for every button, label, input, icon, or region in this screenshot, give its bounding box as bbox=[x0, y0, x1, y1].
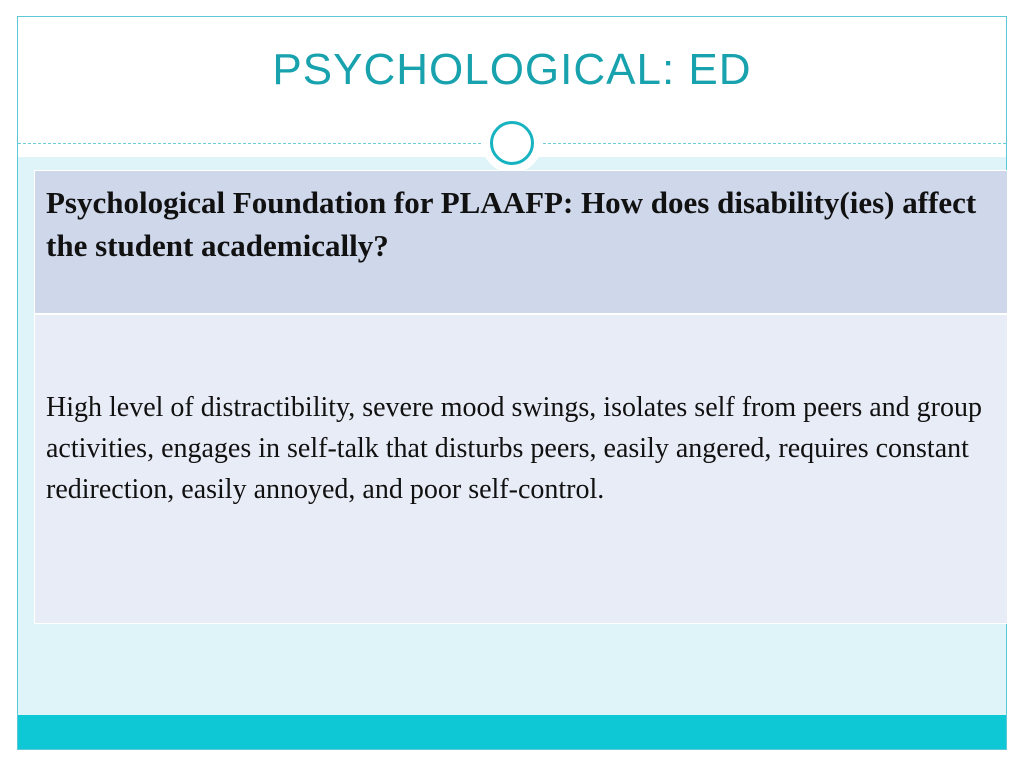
table-body-text: High level of distractibility, severe mood swings, isolates self from peers and group activities, engages in self-talk that disturbs peers, easily angered, requires constant redirection, easily annoyed, and poor self-control. bbox=[46, 392, 982, 505]
table-body-row bbox=[35, 315, 1007, 623]
content-table bbox=[34, 170, 1008, 624]
table-header-row bbox=[35, 171, 1007, 315]
table-header-text: Psychological Foundation for PLAAFP: How does disability(ies) affect the student academically? bbox=[46, 185, 977, 263]
bottom-accent-bar bbox=[18, 715, 1006, 749]
slide-title: PSYCHOLOGICAL: ED bbox=[272, 45, 752, 94]
slide-frame bbox=[17, 16, 1007, 750]
decorative-circle-icon bbox=[490, 121, 534, 165]
